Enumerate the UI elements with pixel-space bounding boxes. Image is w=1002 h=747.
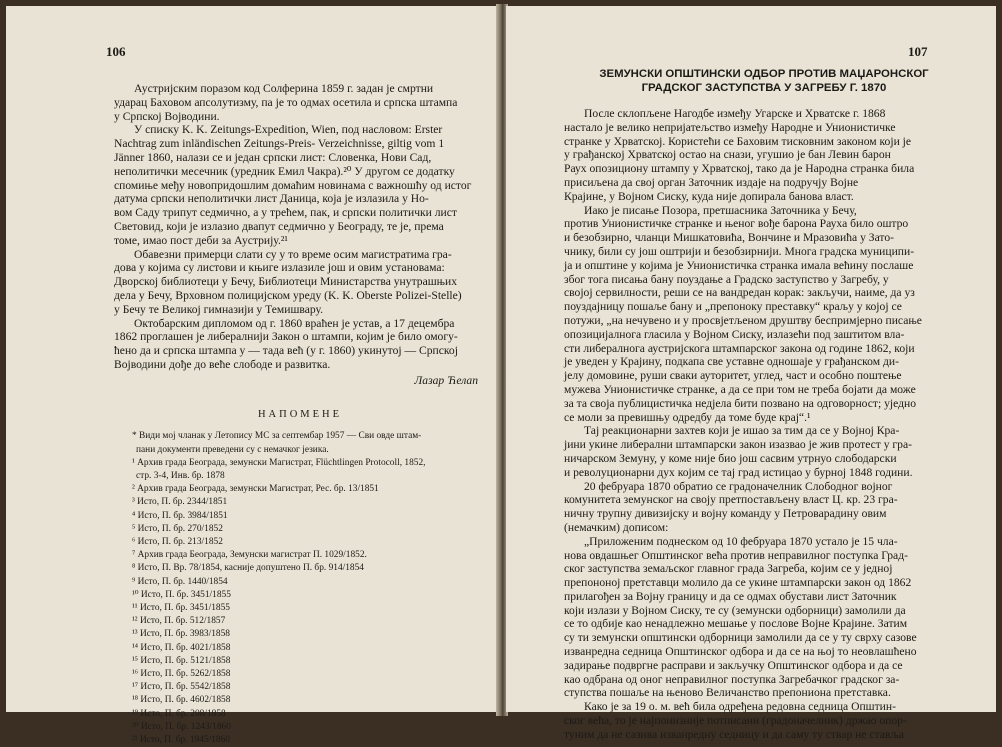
text-line: Како је за 19 о. м. већ била одређена редовна седница Општин- <box>584 700 896 714</box>
text-line: ударац Баховом апсолутизму, па је то одмах осетила и српска штампа <box>114 95 458 109</box>
footnote-line: ¹³ Исто, П. бр. 3983/1858 <box>132 629 230 640</box>
article-title-line-1: ЗЕМУНСКИ ОПШТИНСКИ ОДБОР ПРОТИВ МАЏАРОНСКОГ <box>599 68 929 80</box>
author-signature: Лазар Ћелап <box>414 373 478 387</box>
text-line: спомиње међу новопридошлим домаћим новинама с важношћу од истог <box>114 178 472 192</box>
text-line: прилагођен за Војну границу и да се одмах обустави лист Заточник <box>564 589 897 603</box>
left-paragraphs <box>114 82 486 372</box>
text-line: ја и општине у којима је Унионистичка странка имала већину послаше <box>564 258 914 272</box>
article-title-line-2: ГРАДСКОГ ЗАСТУПСТВА У ЗАГРЕБУ Г. 1870 <box>641 81 887 94</box>
text-line: се то одбије као ненадлежно мешање у послове Војне Крајине. Затим <box>564 617 908 631</box>
text-line: Nachtrag zum inländischen Zeitungs-Preis- Verzeichnisse, giltig vom 1 <box>114 137 445 151</box>
footnote-line: ⁶ Исто, П. бр. 213/1852 <box>132 536 223 547</box>
footnotes-list <box>114 430 486 747</box>
text-line: ступства пошаље на њеново Величанство препониона претставка. <box>564 686 891 700</box>
text-line: у грађанској Хрватској остао на снази, угушио је бан Левин барон <box>564 148 891 162</box>
text-line: препононој претставци молило да се укине штампарски закон од 1862 <box>564 576 912 590</box>
page-number-right: 107 <box>908 44 928 59</box>
text-line: неполитички месечник (уредник Емил Чакра).²⁰ У другом се додатку <box>114 164 455 178</box>
text-line: се моли за превишњу одредбу да томе буде крај“.¹ <box>564 410 811 424</box>
footnote-line: ¹⁷ Исто, П. бр. 5542/1858 <box>132 682 231 693</box>
text-line: мужева Унионистичке странке, а да се при том не треба бојати да може <box>564 382 916 396</box>
text-line: због тога писања бану поуздање а Градско заступство у Загребу, у <box>564 272 889 286</box>
text-line: Војводини дође до веће слободе и развитка. <box>114 357 331 371</box>
footnote-line: ²⁰ Исто, П. бр. 1243/1860 <box>132 721 231 732</box>
text-line: задирање подвргне расправи и закључку Општинског одбора и да се <box>564 658 903 672</box>
text-line: дова у којима су листови и књиге излазиле још и овим установама: <box>114 261 445 275</box>
text-line: Световид, који је излазио двапут седмично у Београду, те је, према <box>114 219 444 233</box>
footnote-line: ¹⁸ Исто, П. бр. 4602/1858 <box>132 695 231 706</box>
footnote-line: * Види мој чланак у Летопису МС за септембар 1957 — Сви овде штам- <box>132 431 422 442</box>
text-line: Раух опозициону штампу у Хрватској, тако да је Народна странка била <box>564 162 915 176</box>
text-line: поуздајницу пошаље бану и „препоноку преставку“ краљу у којој се <box>564 300 902 314</box>
text-line: ског већа, то је најпонизније потписани (градоначелник) држао опор- <box>564 714 907 728</box>
notes-heading: НАПОМЕНЕ <box>257 408 343 420</box>
right-page <box>506 6 996 741</box>
text-line: томе, имао пост деби за Аустрију.²¹ <box>114 233 288 247</box>
text-line: дела у Бечу, Врховном полицијском уреду (K. K. Oberste Polizei-Stelle) <box>114 288 462 302</box>
text-line: присиљена да свој орган Заточник издаје на подручју Војне <box>564 175 859 189</box>
text-line: Дворској библиотеци у Бечу, Библиотеци Министарства унутрашњих <box>114 275 458 289</box>
text-line: датума српски неполитички лист Даница, која је излазила у Но- <box>114 192 429 206</box>
text-line: за та своја публицистичка недјела бити позвано на одговорност; уједно <box>564 396 916 410</box>
footnote-line: ⁸ Исто, П. Вр. 78/1854, касније допуштено П. бр. 914/1854 <box>132 563 364 574</box>
text-line: у Бечу те Великој гимназији у Темишвару. <box>114 302 324 316</box>
text-line: ћено да и српска штампа у — тада већ (у г. 1860) укинутој — Српској <box>114 344 458 358</box>
text-line: ничну трупну дивизијску и војну команду у Петроварадину овим <box>564 507 887 521</box>
footnote-line: ⁹ Исто, П. бр. 1440/1854 <box>132 576 228 587</box>
text-line: својој сервилности, реши се на вандредан корак: закључи, наиме, да уз <box>564 286 915 300</box>
text-line: 20 фебруара 1870 обратио се градоначелник Слободног војног <box>584 479 893 493</box>
footnote-line: ⁴ Исто, П. бр. 3984/1851 <box>132 510 228 521</box>
text-line: туним да не сазива изванредну седницу и да саму ту ствар не ставља <box>564 727 904 741</box>
text-line: нова овдашњег Општинског већа против неправилног поступка Град- <box>564 548 908 562</box>
text-line: у Српској Војводини. <box>114 109 220 123</box>
page-number-left: 106 <box>106 44 126 59</box>
text-line: ског заступства земаљског главног града Загреба, којим се у једној <box>564 562 893 576</box>
text-line: који излази у Војном Сиску, те су (земунски одборници) замолили да <box>564 603 906 617</box>
article-title <box>564 68 964 95</box>
text-line: изванредна седница Општинског одбора и да се на њој то неовлашћено <box>564 645 917 659</box>
text-line: Обавезни примерци слати су у то време осим магистратима гра- <box>134 247 452 261</box>
text-line: вом Саду трипут седмично, а у трећем, пак, и српски политички лист <box>114 206 457 220</box>
footnote-line: ¹⁴ Исто, П. бр. 4021/1858 <box>132 642 231 653</box>
text-line: комунитета земунског на своју претпостављену власт Ц. кр. 23 гра- <box>564 493 898 507</box>
text-line: ничарском Земуну, у коме није био још сасвим утрнуо слободарски <box>564 451 897 465</box>
text-line: Иако је писање Позора, претшасника Заточника у Бечу, <box>584 203 857 217</box>
text-line: Крајине, у Војном Сиску, куда није допирала банова власт. <box>564 189 854 203</box>
text-line: против Унионистичке странке и њеног вође барона Рауха било оштро <box>564 217 909 231</box>
text-line: 1862 проглашен је либералнији Закон о штампи, којим је било омогу- <box>114 330 458 344</box>
text-line: су ти земунски општински одборници замолили да се у ту сврху сазове <box>564 631 917 645</box>
left-page <box>6 6 498 745</box>
text-line: Октобарским дипломом од г. 1860 враћен је устав, а 17 децембра <box>134 316 455 330</box>
footnote-line: ¹⁹ Исто, П. бр. 208/1858 <box>132 708 226 719</box>
text-line: Jänner 1860, налази се и један српски лист: Словенка, Нови Сад, <box>114 150 432 164</box>
footnote-line: ⁷ Архив града Београда, Земунски магистрат П. 1029/1852. <box>132 550 367 561</box>
footnote-line: пани документи преведени су с немачког језика. <box>136 444 329 455</box>
text-line: опозицијалнога гласила у Војном Сиску, излазећи под заштитом вла- <box>564 327 905 341</box>
text-line: После склопљене Нагодбе између Угарске и Хрватске г. 1868 <box>584 107 886 120</box>
text-line: Тај реакционарни захтев који је ишао за тим да се у Војној Кра- <box>584 424 900 438</box>
text-line: странке у Хрватској. Користећи се Баховим тисковним законом који је <box>564 134 912 148</box>
left-body <box>114 82 486 747</box>
text-line: потужи, „на нечувено и у просвјетљеном друштву беспримјерно писање <box>564 313 922 327</box>
footnote-line: ¹² Исто, П. бр. 512/1857 <box>132 616 226 627</box>
right-paragraphs <box>564 107 964 742</box>
right-body <box>564 68 964 742</box>
footnote-line: ¹ Архив града Београда, земунски Магистрат, Flüchtlingen Protocoll, 1852, <box>132 457 426 468</box>
text-line: сти либералнога аустријскога штампарског закона од године 1862, који <box>564 341 915 355</box>
footnote-line: ¹¹ Исто, П. бр. 3451/1855 <box>132 602 230 613</box>
footnote-line: стр. 3-4, Инв. бр. 1878 <box>136 470 225 481</box>
text-line: је уведен у Крајину, подкапа све уставне одношаје у грађанском ди- <box>564 355 899 369</box>
text-line: чнику, били су још оштрији и безобзирнији. Многа градска муниципи- <box>564 244 915 258</box>
text-line: као одбрана од оног неправилног поступка Загребачког градског за- <box>564 672 900 686</box>
footnote-line: ¹⁵ Исто, П. бр. 5121/1858 <box>132 655 231 666</box>
footnote-line: ¹⁰ Исто, П. бр. 3451/1855 <box>132 589 231 600</box>
footnote-line: ²¹ Исто, П. бр. 1945/1860 <box>132 735 230 745</box>
footnote-line: ⁵ Исто, П. бр. 270/1852 <box>132 523 223 534</box>
text-line: „Приложеним поднеском од 10 фебруара 1870 устало је 15 чла- <box>584 534 898 548</box>
text-line: У списку K. K. Zeitungs-Expedition, Wien, под насловом: Erster <box>134 123 443 137</box>
footnote-line: ² Архив града Београда, земунски Магистрат, Рес. бр. 13/1851 <box>132 484 379 495</box>
footnote-line: ¹⁶ Исто, П. бр. 5262/1858 <box>132 668 231 679</box>
text-line: настало је велико непријатељство између Народне и Унионистичке <box>564 120 896 134</box>
text-line: (немачким) дописом: <box>564 520 669 534</box>
text-line: јелу домовине, руши сваки ауторитет, углед, част и особно поштење <box>564 369 902 383</box>
text-line: Аустријским поразом код Солферина 1859 г. задан је смртни <box>134 82 434 95</box>
footnote-line: ³ Исто, П. бр. 2344/1851 <box>132 497 228 508</box>
text-line: и револуционарни дух којим се тај град истицао у бурној 1848 години. <box>564 465 913 479</box>
text-line: и безобзирно, чланци Мишкатовића, Вончине и Мразовића у Зато- <box>564 231 894 245</box>
text-line: јини укине либерални штампарски закон изазвао је жив протест у гра- <box>564 438 912 452</box>
